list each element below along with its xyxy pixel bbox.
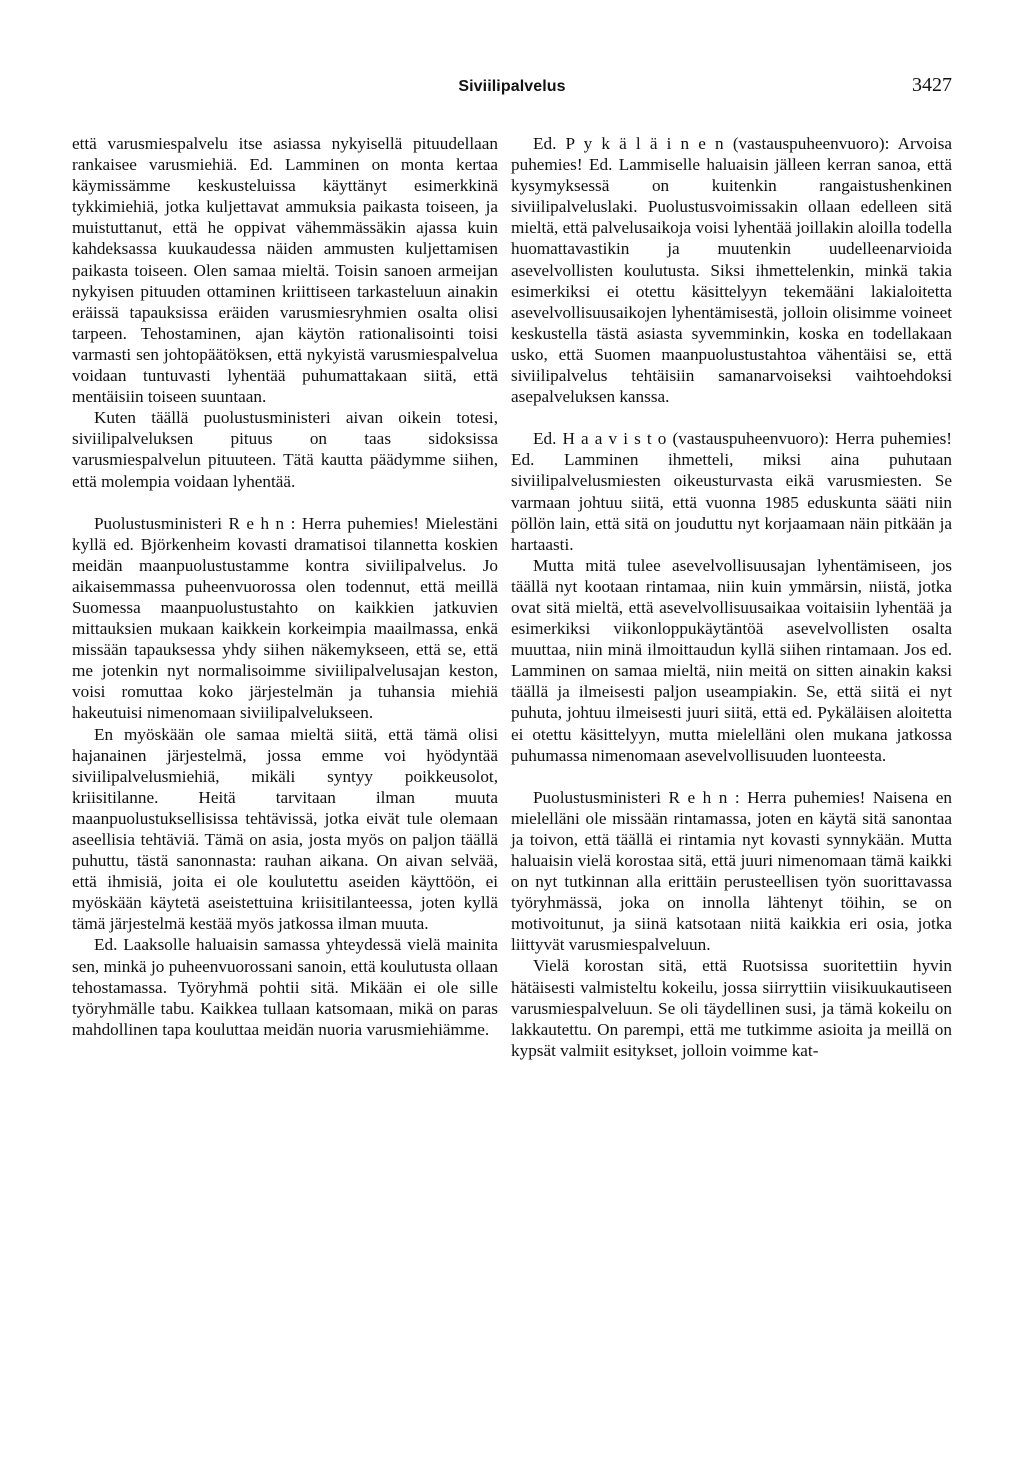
- paragraph: että varusmiespalvelu itse asiassa nykyisellä pituudellaan rankaisee varusmiehiä. Ed. Lamminen on monta kertaa käymissämme keskusteluissa käyttänyt esimerkkinä tykkimiehiä, jotka kuljettavat ammuksia paikasta toiseen, ja muistuttanut, että he oppivat vähemmässäkin ajassa kuin kahdeksassa kuukaudessa näiden ammusten kuljettamisen paikasta toiseen. Olen samaa mieltä. Toisin sanoen armeijan nykyisen pituuden ottaminen kriittiseen tarkasteluun ainakin eräissä tapauksissa eräiden varusmiesryhmien osalta olisi tarpeen. Tehostaminen, ajan käytön rationalisointi toisi varmasti sen johtopäätöksen, että nykyistä varusmiespalvelua voidaan tuntuvasti lyhentää puhumattakaan siitä, että mentäisiin toiseen suuntaan.: [72, 134, 498, 407]
- speaker-prefix: Ed.: [533, 134, 557, 153]
- speech-text: Herra puhemies! Naisena en mielelläni ole missään rintamassa, joten en käytä sitä sanontaa ja toivon, että täällä ei rintamia nyt kovasti synnykään. Mutta haluaisin vielä korostaa sitä, että juuri nimenomaan tämä kaikki on nyt tutkinnan alla erittäin perusteellisen työn suorittavassa työryhmässä, joka on innolla lähtenyt töihin, se on motivoitunut, ja siinä katsotaan niitä kaikkia eri osia, jotka liittyvät varusmiespalveluun.: [511, 787, 953, 955]
- speech-paragraph: [511, 787, 952, 956]
- speech-type: (vastauspuheenvuoro):: [672, 429, 830, 449]
- speaker-name: H a a v i s t o: [562, 429, 667, 449]
- paragraph: Kuten täällä puolustusministeri aivan oikein totesi, siviilipalveluksen pituus on taas sidoksissa varusmiespalvelun pituuteen. Tätä kautta päädymme siihen, että molempia voidaan lyhentää.: [72, 408, 498, 491]
- speaker-role: Puolustusministeri: [94, 513, 222, 533]
- page-header: [72, 74, 952, 104]
- running-title: Siviilipalvelus: [458, 78, 566, 95]
- paragraph: Vielä korostan sitä, että Ruotsissa suoritettiin hyvin hätäisesti valmisteltu kokeilu, jossa siirryttiin viisikuukautiseen varusmiespalveluun. Se oli täydellinen susi, ja tämä kokeilu on lakkautettu. On parempi, että me tutkimme asioita ja meillä on kypsät valmiit esitykset, jolloin voimme kat-: [511, 956, 952, 1060]
- speaker-name: P y k ä l ä i n e n: [565, 134, 724, 153]
- speech-text: Arvoisa puhemies! Ed. Lammiselle haluaisin jälleen kerran sanoa, että kysymyksessä on kuitenkin rangaistushenkinen siviilipalveluslaki. Puolustusvoimissakin ollaan edelleen sitä mieltä, että palvelusaikoja voisi lyhentää joillakin aloilla todella huomattavastikin ja muutenkin uudelleenarvioida asevelvollisten koulutusta. Siksi ihmettelenkin, minkä takia esimerkiksi ei otettu käsittelyyn tekemääni lakialoitetta asevelvollisuusaikojen lyhentämisestä, jolloin olisimme voineet keskustella tästä asiasta syvemminkin, koska en todellakaan usko, että Suomen maanpuolustustahtoa vähentäisi se, että siviilipalvelus tehtäisiin samanarvoiseksi vaihtoehdoksi asepalveluksen kanssa.: [511, 134, 953, 407]
- speech-type: (vastauspuheenvuoro):: [732, 134, 890, 153]
- speech-text: Herra puhemies! Ed. Lamminen ihmetteli, miksi aina puhutaan siviilipalvelusmiesten oikeusturvasta eikä varusmiesten. Se varmaan johtuu siitä, että vuonna 1985 eduskunta sääti niin pöllön lain, että sitä on jouduttu nyt korjaamaan näin pitkään ja hartaasti.: [511, 429, 953, 554]
- speaker-role: Puolustusministeri: [533, 787, 661, 807]
- paragraph: En myöskään ole samaa mieltä siitä, että tämä olisi hajanainen järjestelmä, jossa emme voi hyödyntää siviilipalvelusmiehiä, mikäli syntyy poikkeusolot, kriisitilanne. Heitä tarvitaan ilman muuta maanpuolustuksellisissa tehtävissä, jotka eivät tule olemaan aseellisia tehtäviä. Tämä on asia, josta myös on paljon täällä puhuttu, tästä sanonnasta: rauhan aikana. On aivan selvää, että ihmisiä, joita ei ole koulutettu aseiden käyttöön, ei myöskään käytetä aseistettuina kriisitilanteessa, joten kyllä tämä järjestelmä kestää myös jatkossa ilman muuta.: [72, 724, 498, 934]
- left-column: [72, 133, 498, 1040]
- page-number: 3427: [912, 74, 952, 96]
- speaker-prefix: Ed.: [533, 429, 557, 449]
- speaker-name: R e h n :: [668, 787, 740, 807]
- speaker-name: R e h n :: [228, 513, 296, 533]
- speech-paragraph: [72, 513, 498, 724]
- paragraph: Ed. Laaksolle haluaisin samassa yhteydessä vielä mainita sen, minkä jo puheenvuorossani sanoin, että koulutusta ollaan tehostamassa. Työryhmä pohtii sitä. Mikään ei ole sille työryhmälle tabu. Kaikkea tullaan katsomaan, mikä on paras mahdollinen tapa kouluttaa meidän nuoria varusmiehiämme.: [72, 935, 498, 1039]
- speech-paragraph: [511, 428, 952, 555]
- speech-text: Herra puhemies! Mielestäni kyllä ed. Björkenheim kovasti dramatisoi tilannetta koskien meidän maanpuolustustamme kontra siviilipalvelus. Jo aikaisemmassa puheenvuorossa olen todennut, että meillä Suomessa maanpuolustustahto on kaikkien jatkuvien mittauksien mukaan kaikkein korkeimpia maailmassa, enkä missään tapauksessa yhdy siihen näkemykseen, että se, että me jotenkin nyt normalisoimme siviilipalvelusajan keston, voisi romuttaa koko järjestelmän ja tuhansia miehiä hakeutuisi nimenomaan siviilipalvelukseen.: [72, 513, 499, 723]
- paragraph: Mutta mitä tulee asevelvollisuusajan lyhentämiseen, jos täällä nyt kootaan rintamaa, niin kuin ymmärsin, niistä, jotka ovat sitä mieltä, että asevelvollisuusaikaa voitaisiin lyhentää ja esimerkiksi viikonloppukäytäntöä asevelvollisten osalta muuttaa, niin minä ilmoittaudun kyllä siihen rintamaan. Jos ed. Lamminen on samaa mieltä, niin meitä on sitten ainakin kaksi täällä ja ilmeisesti paljon useampiakin. Se, että siitä ei nyt puhuta, johtuu ilmeisesti juuri siitä, että ed. Pykäläisen aloitetta ei otettu käsittelyyn, mutta mielelläni olen mukana jatkossa puhumassa nimenomaan asevelvollisuuden luonteesta.: [511, 555, 952, 765]
- speech-paragraph: [511, 133, 952, 407]
- right-column: [511, 133, 952, 1061]
